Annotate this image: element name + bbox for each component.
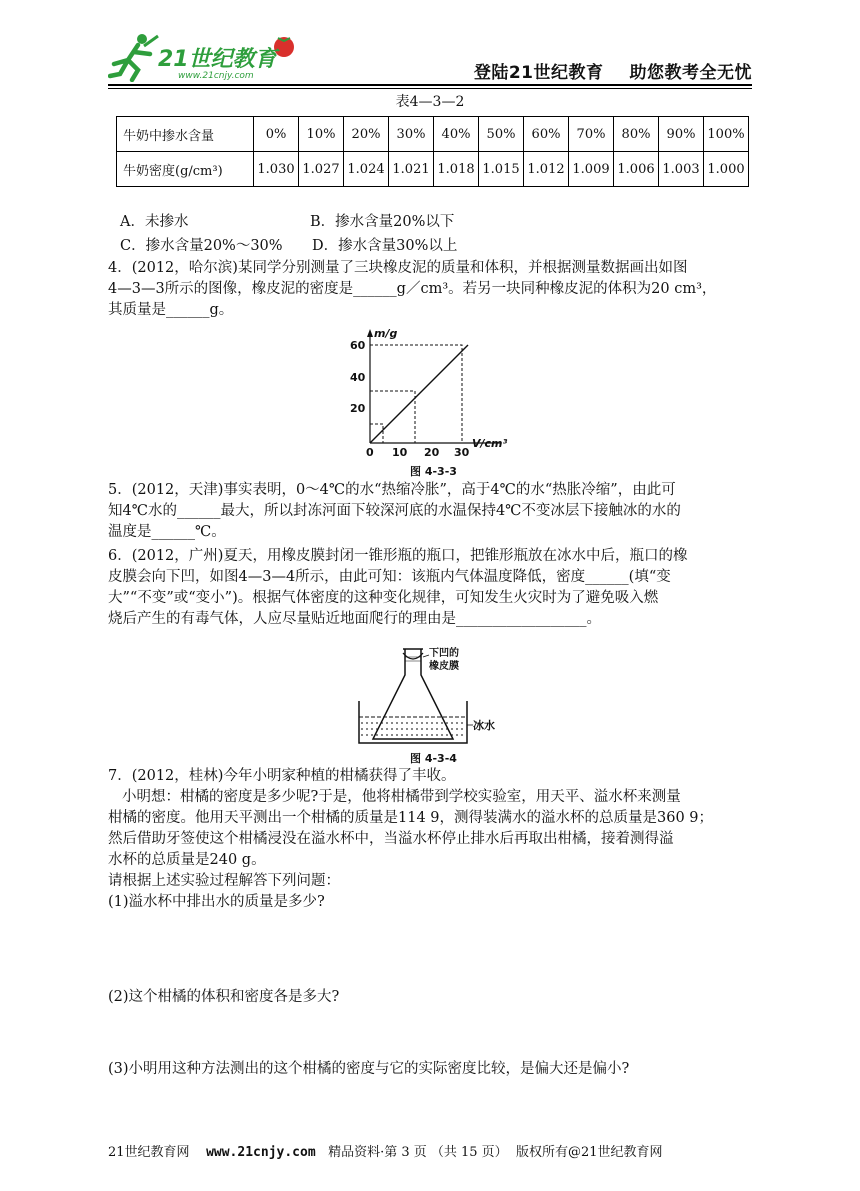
footer-site: 21世纪教育网 (108, 1145, 190, 1160)
logo-url: www.21cnjy.com (178, 71, 254, 81)
slogan-left: 登陆21世纪教育 (473, 63, 604, 83)
table-cell: 1.012 (524, 152, 569, 187)
tomato-icon (274, 37, 294, 57)
page-footer (108, 1141, 662, 1160)
table-cell: 1.030 (254, 152, 299, 187)
row-label-water: 牛奶中掺水含量 (117, 117, 254, 152)
table-cell: 1.009 (569, 152, 614, 187)
q7-line: 请根据上述实验过程解答下列问题： (108, 873, 340, 889)
option-b: B．掺水含量20%以下 (310, 214, 455, 230)
table-cell: 50% (479, 117, 524, 152)
q5-line: 知4℃水的______最大，所以封冻河面下较深河底的水温保持4℃不变冰层下接触冰的水的 (108, 503, 681, 519)
q5-line: 5．(2012，天津)事实表明，0～4℃的水“热缩冷胀”，高于4℃的水“热胀冷缩”，由此可 (108, 482, 676, 498)
membrane-label-1: 下凹的 (429, 648, 459, 659)
milk-density-table (116, 116, 749, 187)
q6-line: 皮膜会向下凹，如图4—3—4所示，由此可知：该瓶内气体温度降低，密度______(填“变 (108, 569, 671, 585)
option-a: A．未掺水 (120, 214, 189, 230)
table-cell: 1.018 (434, 152, 479, 187)
footer-page-info: 精品资料·第 3 页 （共 15 页） (328, 1145, 508, 1160)
row-label-density: 牛奶密度(g/cm³) (117, 152, 254, 187)
y-tick: 60 (350, 339, 366, 352)
ice-water-label: 冰水 (473, 719, 495, 732)
table-cell: 1.024 (344, 152, 389, 187)
table-cell: 1.000 (704, 152, 749, 187)
table-cell: 40% (434, 117, 479, 152)
table-cell: 90% (659, 117, 704, 152)
q7-line: 7．(2012，桂林)今年小明家种植的柑橘获得了丰收。 (108, 768, 456, 784)
y-tick: 40 (350, 371, 366, 384)
question-7 (108, 766, 756, 913)
figure-4-3-4 (355, 645, 515, 747)
figure-caption: 图 4-3-3 (410, 465, 457, 478)
question-6 (108, 546, 756, 630)
table-cell: 1.021 (389, 152, 434, 187)
q5-line: 温度是______℃。 (108, 524, 226, 540)
q7-subquestion-2: (2)这个柑橘的体积和密度各是多大? (108, 989, 340, 1005)
table-cell: 30% (389, 117, 434, 152)
header-rule (108, 84, 752, 86)
logo (108, 30, 308, 82)
q6-line: 烧后产生的有毒气体，人应尽量贴近地面爬行的理由是__________________。 (108, 611, 601, 627)
x-tick: 0 (366, 446, 374, 459)
logo-text: 21世纪教育 (158, 47, 277, 72)
figure-4-3-3 (340, 325, 520, 460)
table-cell: 0% (254, 117, 299, 152)
option-d: D．掺水含量30%以上 (312, 238, 458, 254)
data-line (370, 345, 468, 443)
header-slogan (448, 58, 752, 83)
q7-line: 柑橘的密度。他用天平测出一个柑橘的质量是114 9，测得装满水的溢水杯的总质量是360 9； (108, 810, 714, 826)
q6-line: 6．(2012，广州)夏天，用橡皮膜封闭一锥形瓶的瓶口，把锥形瓶放在冰水中后，瓶口的橡 (108, 548, 688, 564)
q7-subquestion-3: (3)小明用这种方法测出的这个柑橘的密度与它的实际密度比较，是偏大还是偏小? (108, 1061, 630, 1077)
option-c: C．掺水含量20%～30% (120, 238, 283, 254)
x-tick: 20 (424, 446, 440, 459)
table-cell: 1.015 (479, 152, 524, 187)
x-tick: 30 (454, 446, 470, 459)
header-rule-thin (108, 88, 752, 89)
table-cell: 60% (524, 117, 569, 152)
table-cell: 1.006 (614, 152, 659, 187)
table-cell: 1.027 (299, 152, 344, 187)
runner-icon (110, 34, 158, 80)
q7-line: 水杯的总质量是240 g。 (108, 852, 266, 868)
q7-subquestion-1: (1)溢水杯中排出水的质量是多少? (108, 894, 325, 910)
figure-caption: 图 4-3-4 (410, 752, 457, 765)
table-cell: 70% (569, 117, 614, 152)
table-caption: 表4—3—2 (395, 94, 465, 110)
q7-line: 然后借助牙签使这个柑橘浸没在溢水杯中，当溢水杯停止排水后再取出柑橘，接着测得溢 (108, 831, 674, 847)
membrane-label-2: 橡皮膜 (429, 661, 459, 672)
slogan-right: 助您教考全无忧 (629, 63, 752, 83)
x-tick: 10 (392, 446, 408, 459)
q4-line: 其质量是______g。 (108, 302, 234, 318)
q7-line: 小明想：柑橘的密度是多少呢?于是，他将柑橘带到学校实验室，用天平、溢水杯来测量 (122, 789, 681, 805)
y-axis-arrow (367, 329, 373, 337)
y-axis-label: m/g (374, 327, 398, 340)
table-cell: 20% (344, 117, 389, 152)
footer-url[interactable]: www.21cnjy.com (206, 1145, 316, 1160)
table-cell: 1.003 (659, 152, 704, 187)
q6-line: 大”“不变”或“变小”)。根据气体密度的这种变化规律，可知发生火灾时为了避免吸入燃 (108, 590, 659, 606)
footer-copyright: 版权所有@21世纪教育网 (515, 1145, 663, 1160)
q4-line: 4．(2012，哈尔滨)某同学分别测量了三块橡皮泥的质量和体积，并根据测量数据画出如图 (108, 260, 688, 276)
table-cell: 80% (614, 117, 659, 152)
question-4 (108, 258, 756, 321)
ice-water-container (359, 701, 467, 743)
rubber-membrane (403, 653, 423, 659)
table-cell: 100% (704, 117, 749, 152)
y-tick: 20 (350, 402, 366, 415)
table-row (117, 152, 749, 187)
q4-line: 4—3—3所示的图像，橡皮泥的密度是______g／cm³。若另一块同种橡皮泥的体积为20 cm³， (108, 281, 717, 297)
table-cell: 10% (299, 117, 344, 152)
table-row (117, 117, 749, 152)
question-5 (108, 480, 756, 543)
x-axis-label: V/cm³ (472, 437, 508, 450)
guide-30 (370, 391, 415, 443)
